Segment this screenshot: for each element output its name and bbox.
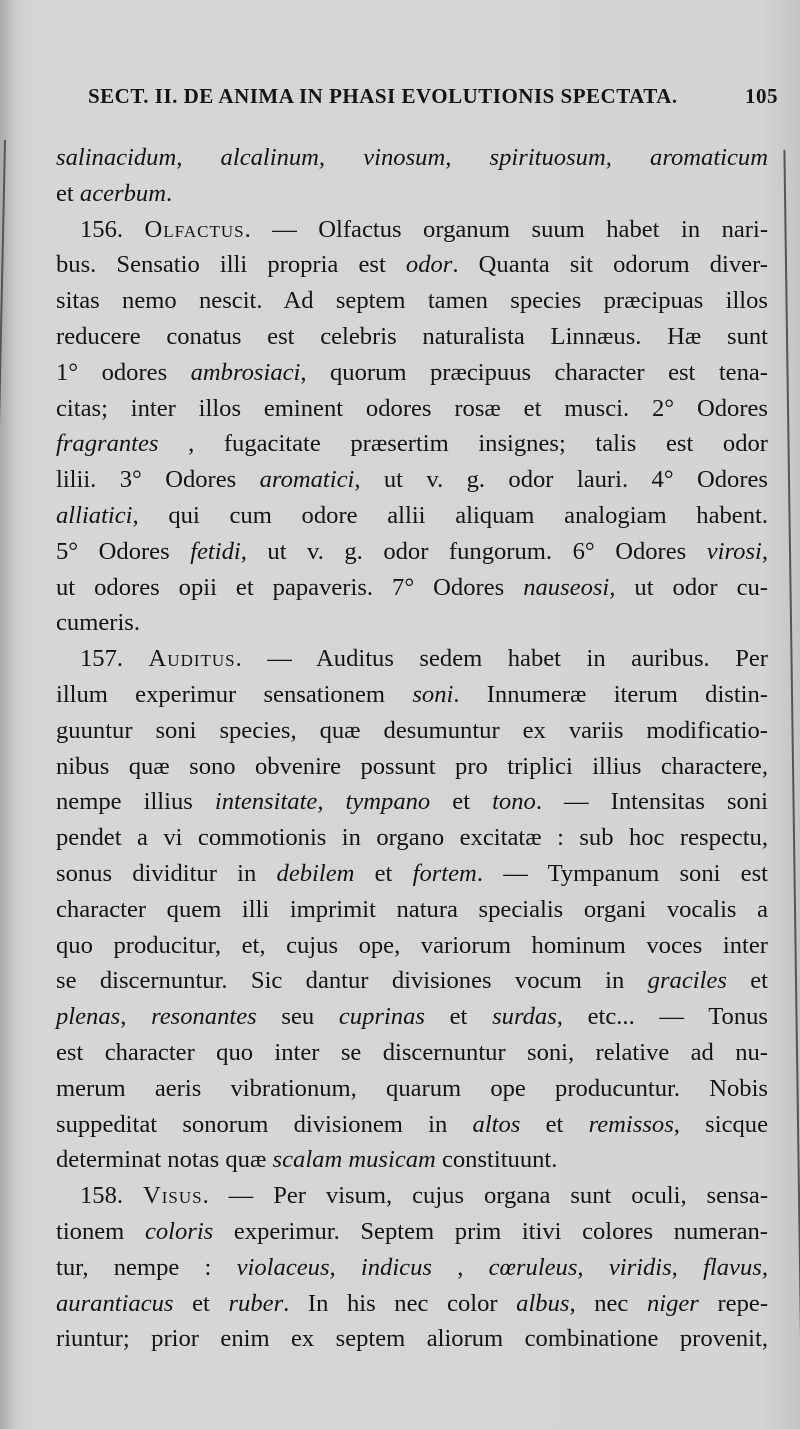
italic-span: violaceus, indicus — [236, 1253, 432, 1281]
text-span: citas; inter illos eminent odores rosæ et musci. 2° Odores — [56, 394, 768, 422]
text-line — [56, 140, 768, 176]
text-span: se discernuntur. Sic dantur divisiones vocum in — [56, 967, 648, 995]
text-span: est character quo inter se discernuntur soni, relative ad nu- — [56, 1038, 768, 1066]
italic-span: resonantes — [151, 1003, 257, 1031]
text-span: , sicque — [673, 1110, 768, 1138]
paragraph-157-start — [56, 641, 768, 677]
text-span: experimur. Septem prim itivi colores numeran- — [213, 1217, 768, 1245]
text-line — [56, 1035, 768, 1071]
text-span: . Quanta sit odorum diver- — [452, 251, 768, 279]
paragraph-number: 158. — [80, 1182, 143, 1210]
text-span: 5° Odores — [56, 537, 191, 565]
running-title: SECT. II. DE ANIMA IN PHASI EVOLUTIONIS SPECTATA. — [88, 84, 678, 108]
text-line — [56, 1107, 768, 1143]
body-text — [56, 140, 768, 1357]
italic-span: fetidi, — [190, 537, 247, 565]
italic-span: graciles — [647, 967, 727, 995]
text-span: . — Intensitas soni — [535, 788, 768, 816]
italic-span: alliatici — [56, 501, 133, 529]
text-line — [56, 247, 768, 283]
text-line — [56, 677, 768, 713]
italic-span: scalam musicam — [272, 1146, 436, 1174]
text-line — [56, 749, 768, 785]
section-heading: Auditus — [148, 645, 236, 673]
text-span: , — [120, 1003, 152, 1031]
italic-span: cuprinas — [338, 1003, 425, 1031]
paragraph-number: 156. — [80, 215, 145, 243]
text-line — [56, 534, 768, 570]
text-line — [56, 1142, 768, 1178]
italic-span: aurantiacus — [56, 1289, 174, 1317]
text-span: ut odor cu- — [615, 573, 769, 601]
text-line — [56, 283, 768, 319]
text-span: 1° odores — [56, 358, 191, 386]
text-span: . — Tympanum soni est — [476, 859, 768, 887]
paragraph-158-start — [56, 1178, 768, 1214]
text-span: ut odores opii et papaveris. 7° Odores — [56, 573, 524, 601]
text-span: bus. Sensatio illi propria est — [56, 251, 406, 279]
text-span: reducere conatus est celebris naturalista Linnæus. Hæ sunt — [56, 322, 768, 350]
text-line — [56, 462, 768, 498]
text-span: , nec — [569, 1289, 647, 1317]
text-line — [56, 784, 768, 820]
text-span: et — [726, 967, 768, 995]
italic-span: salinacidum, alcalinum, vinosum, spirituosum, aromaticum — [56, 144, 768, 171]
section-heading: Visus — [142, 1182, 203, 1210]
text-line — [56, 1214, 768, 1250]
text-span: et — [430, 788, 493, 816]
text-line — [56, 355, 768, 391]
right-edge-line — [783, 150, 800, 1380]
text-line — [56, 605, 768, 641]
italic-span: fortem — [412, 859, 477, 887]
text-span: . Innumeræ iterum distin- — [453, 680, 768, 708]
running-header — [88, 84, 778, 109]
text-span: nibus quæ sono obvenire possunt pro triplici illius charactere, — [56, 752, 768, 780]
gutter-edge-line — [0, 140, 6, 1390]
text-line — [56, 963, 768, 999]
italic-span: debilem — [276, 859, 355, 887]
text-span: suppeditat sonorum divisionem in — [56, 1110, 473, 1138]
italic-span: soni — [412, 680, 454, 708]
italic-span: surdas, — [492, 1003, 563, 1031]
paragraph-number: 157. — [80, 645, 149, 673]
text-span: , ut v. g. odor lauri. 4° Odores — [354, 466, 769, 494]
text-line — [56, 820, 768, 856]
text-span: quo producitur, et, cujus ope, variorum hominum voces inter — [56, 931, 768, 959]
italic-span: niger — [646, 1289, 699, 1317]
text-span: character quem illi imprimit natura specialis organi vocalis a — [56, 895, 768, 923]
italic-span: cœruleus, viridis, flavus, — [488, 1253, 768, 1281]
italic-span: albus — [516, 1289, 570, 1317]
text-span: nempe illius — [56, 788, 215, 816]
text-line — [56, 391, 768, 427]
text-span: . — [165, 179, 173, 207]
text-line — [56, 928, 768, 964]
italic-span: acerbum — [79, 179, 166, 207]
text-span: , quorum præcipuus character est tena- — [300, 358, 769, 386]
text-line — [56, 1071, 768, 1107]
italic-span: remissos — [588, 1110, 674, 1138]
italic-span: altos — [472, 1110, 521, 1138]
italic-span: tono — [492, 788, 536, 816]
text-span: et — [520, 1110, 589, 1138]
italic-span: intensitate, tympano — [214, 788, 431, 816]
text-span: repe- — [698, 1289, 769, 1317]
text-line — [56, 426, 768, 462]
text-span: guuntur soni species, quæ desumuntur ex variis modificatio- — [56, 716, 768, 744]
italic-span: plenas — [56, 1003, 121, 1031]
text-line — [56, 319, 768, 355]
text-span: pendet a vi commotionis in organo excitatæ : sub hoc respectu, — [56, 824, 768, 852]
paragraph-156-start — [56, 212, 768, 248]
section-heading: Olfactus — [144, 215, 245, 243]
text-span: . — Auditus sedem habet in auribus. Per — [235, 645, 768, 673]
text-span: , — [431, 1253, 489, 1281]
text-span: constituunt. — [435, 1146, 558, 1174]
text-span: et — [424, 1003, 493, 1031]
italic-span: fragrantes — [56, 430, 159, 458]
italic-span: virosi, — [706, 537, 769, 565]
text-span: determinat notas quæ — [56, 1146, 273, 1174]
text-span: , qui cum odore allii aliquam analogiam habent. — [132, 501, 768, 529]
text-span: . — Per visum, cujus organa sunt oculi, sensa- — [202, 1182, 769, 1210]
italic-span: ambrosiaci — [190, 358, 301, 386]
text-line — [56, 176, 768, 212]
text-span: riuntur; prior enim ex septem aliorum combinatione provenit, — [56, 1325, 768, 1353]
italic-span: ruber — [228, 1289, 284, 1317]
text-span: sitas nemo nescit. Ad septem tamen species præcipuas illos — [56, 287, 768, 315]
text-span: etc... — Tonus — [562, 1003, 768, 1031]
text-span: merum aeris vibrationum, quarum ope producuntur. Nobis — [56, 1074, 768, 1102]
text-span: sonus dividitur in — [56, 859, 277, 887]
italic-span: nauseosi, — [523, 573, 616, 601]
text-line — [56, 1286, 768, 1322]
text-line — [56, 1250, 768, 1286]
text-line — [56, 892, 768, 928]
text-line — [56, 498, 768, 534]
italic-span: coloris — [144, 1217, 214, 1245]
text-span: . — Olfactus organum suum habet in nari- — [244, 215, 769, 243]
text-span: illum experimur sensationem — [56, 680, 413, 708]
text-line — [56, 999, 768, 1035]
text-span: , fugacitate præsertim insignes; talis est odor — [158, 430, 768, 458]
text-span: seu — [256, 1003, 339, 1031]
italic-span: odor — [405, 251, 453, 279]
text-span: et — [354, 859, 413, 887]
page-number: 105 — [745, 84, 778, 108]
text-span: tur, nempe : — [56, 1253, 237, 1281]
text-span: et — [56, 179, 80, 207]
text-span: et — [173, 1289, 229, 1317]
italic-span: aromatici — [259, 466, 355, 494]
text-span: . In his nec color — [283, 1289, 517, 1317]
text-line — [56, 713, 768, 749]
text-span: cumeris. — [56, 609, 141, 637]
text-span: ut v. g. odor fungorum. 6° Odores — [246, 537, 707, 565]
text-line — [56, 856, 768, 892]
text-line — [56, 570, 768, 606]
text-line — [56, 1321, 768, 1357]
text-span: lilii. 3° Odores — [56, 466, 260, 494]
text-span: tionem — [56, 1217, 145, 1245]
